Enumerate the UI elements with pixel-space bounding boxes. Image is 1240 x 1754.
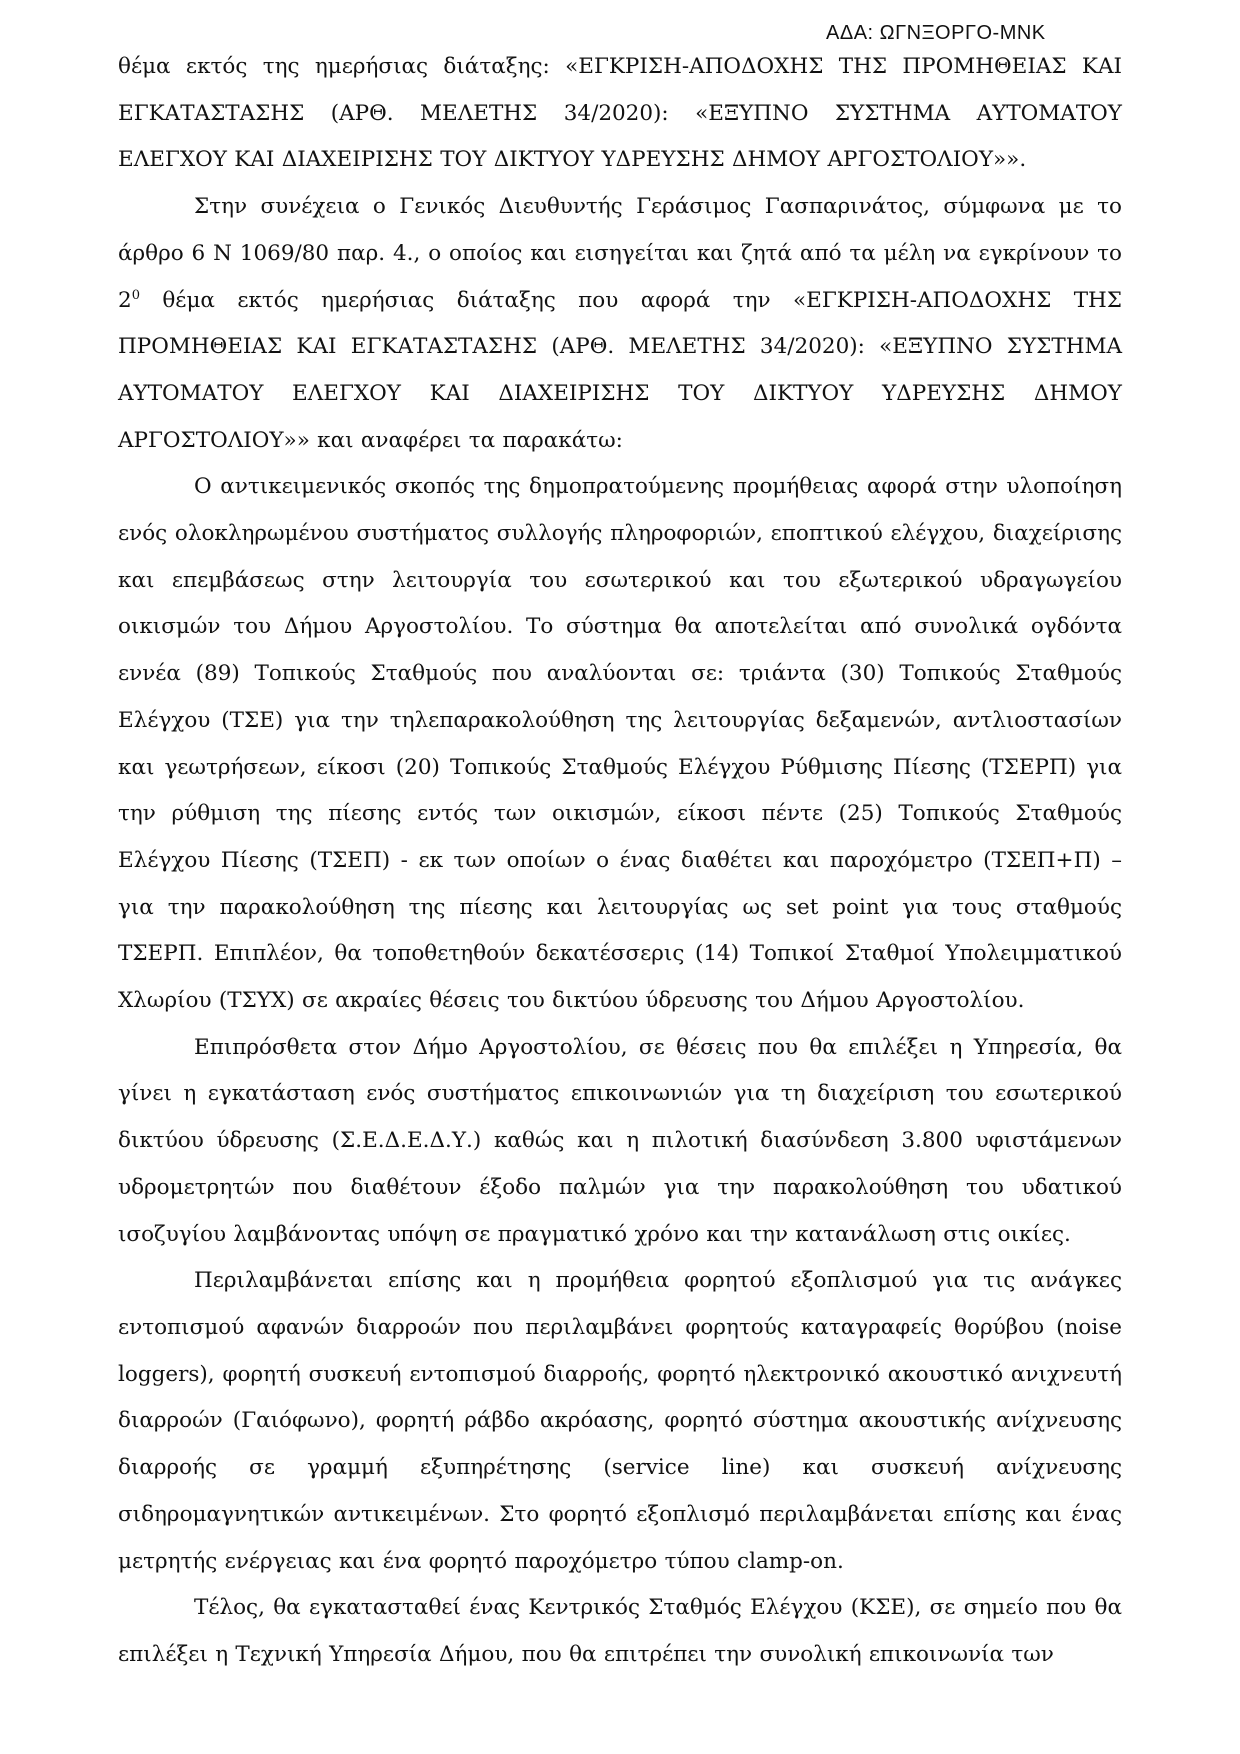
paragraph-intro-text-2: θέμα εκτός ημερήσιας διάταξης που αφορά την «ΕΓΚΡΙΣΗ-ΑΠΟΔΟΧΗΣ ΤΗΣ ΠΡΟΜΗΘΕΙΑΣ ΚΑΙ ΕΓΚΑΤΑΣΤΑΣΗΣ (ΑΡΘ. ΜΕΛΕΤΗΣ 34/2020): «ΕΞΥΠΝΟ ΣΥΣΤΗΜΑ ΑΥΤΟΜΑΤΟΥ ΕΛΕΓΧΟΥ ΚΑΙ ΔΙΑΧΕΙΡΙΣΗΣ ΤΟΥ ΔΙΚΤΥΟΥ ΥΔΡΕΥΣΗΣ ΔΗΜΟΥ ΑΡΓΟΣΤΟΛΙΟΥ»» και αναφέρει τα παρακάτω: — [118, 287, 1122, 453]
paragraph-communications: Επιπρόσθετα στον Δήμο Αργοστολίου, σε θέσεις που θα επιλέξει η Υπηρεσία, θα γίνει η εγκατάσταση ενός συστήματος επικοινωνιών για τη διαχείριση του εσωτερικού δικτύου ύδρευσης (Σ.Ε.Δ.Ε.Δ.Υ.) καθώς και η πιλοτική διασύνδεση 3.800 υφιστάμενων υδρομετρητών που διαθέτουν έξοδο παλμών για την παρακολούθηση του υδατικού ισοζυγίου λαμβάνοντας υπόψη σε πραγματικό χρόνο και την κατανάλωση στις οικίες. — [118, 1034, 1122, 1247]
paragraph-portable-equipment: Περιλαμβάνεται επίσης και η προμήθεια φορητού εξοπλισμού για τις ανάγκες εντοπισμού αφανών διαρροών που περιλαμβάνει φορητούς καταγραφείς θορύβου (noise loggers), φορητή συσκευή εντοπισμού διαρροής, φορητό ηλεκτρονικό ακουστικό ανιχνευτή διαρροών (Γαιόφωνο), φορητή ράβδο ακρόασης, φορητό σύστημα ακουστικής ανίχνευσης διαρροής σε γραμμή εξυπηρέτησης (service line) και συσκευή ανίχνευσης σιδηρομαγνητικών αντικειμένων. Στο φορητό εξοπλισμό περιλαμβάνεται επίσης και ένας μετρητής ενέργειας και ένα φορητό παροχόμετρο τύπου clamp-on. — [118, 1268, 1122, 1574]
paragraph-central-station: Τέλος, θα εγκατασταθεί ένας Κεντρικός Σταθμός Ελέγχου (ΚΣΕ), σε σημείο που θα επιλέξει η Τεχνική Υπηρεσία Δήμου, που θα επιτρέπει την συνολική επικοινωνία των — [118, 1595, 1122, 1667]
document-body — [118, 44, 1122, 1679]
paragraph-continuation: θέμα εκτός της ημερήσιας διάταξης: «ΕΓΚΡΙΣΗ-ΑΠΟΔΟΧΗΣ ΤΗΣ ΠΡΟΜΗΘΕΙΑΣ ΚΑΙ ΕΓΚΑΤΑΣΤΑΣΗΣ (ΑΡΘ. ΜΕΛΕΤΗΣ 34/2020): «ΕΞΥΠΝΟ ΣΥΣΤΗΜΑ ΑΥΤΟΜΑΤΟΥ ΕΛΕΓΧΟΥ ΚΑΙ ΔΙΑΧΕΙΡΙΣΗΣ ΤΟΥ ΔΙΚΤΥΟΥ ΥΔΡΕΥΣΗΣ ΔΗΜΟΥ ΑΡΓΟΣΤΟΛΙΟΥ»». — [118, 54, 1122, 173]
ada-code: ΑΔΑ: ΩΓΝΞΟΡΓΟ-ΜΝΚ — [826, 22, 1046, 44]
ordinal-superscript: 0 — [131, 287, 140, 303]
paragraph-objective: Ο αντικειμενικός σκοπός της δημοπρατούμενης προμήθειας αφορά στην υλοποίηση ενός ολοκληρωμένου συστήματος συλλογής πληροφοριών, εποπτικού ελέγχου, διαχείρισης και επεμβάσεως στην λειτουργία του εσωτερικού και του εξωτερικού υδραγωγείου οικισμών του Δήμου Αργοστολίου. Το σύστημα θα αποτελείται από συνολικά ογδόντα εννέα (89) Τοπικούς Σταθμούς που αναλύονται σε: τριάντα (30) Τοπικούς Σταθμούς Ελέγχου (ΤΣΕ) για την τηλεπαρακολούθηση της λειτουργίας δεξαμενών, αντλιοστασίων και γεωτρήσεων, είκοσι (20) Τοπικούς Σταθμούς Ελέγχου Ρύθμισης Πίεσης (ΤΣΕΡΠ) για την ρύθμιση της πίεσης εντός των οικισμών, είκοσι πέντε (25) Τοπικούς Σταθμούς Ελέγχου Πίεσης (ΤΣΕΠ) - εκ των οποίων ο ένας διαθέτει και παροχόμετρο (ΤΣΕΠ+Π) – για την παρακολούθηση της πίεσης και λειτουργίας ως set point για τους σταθμούς ΤΣΕΡΠ. Επιπλέον, θα τοποθετηθούν δεκατέσσερις (14) Τοπικοί Σταθμοί Υπολειμματικού Χλωρίου (ΤΣΥΧ) σε ακραίες θέσεις του δικτύου ύδρευσης του Δήμου Αργοστολίου. — [118, 474, 1122, 1014]
paragraph-intro-text-1: Στην συνέχεια ο Γενικός Διευθυντής Γεράσιμος Γασπαρινάτος, σύμφωνα με το άρθρο 6 Ν 1069/80 παρ. 4., ο οποίος και εισηγείται και ζητά από τα μέλη να εγκρίνουν το 2 — [118, 194, 1122, 313]
paragraph-intro — [118, 184, 1122, 464]
